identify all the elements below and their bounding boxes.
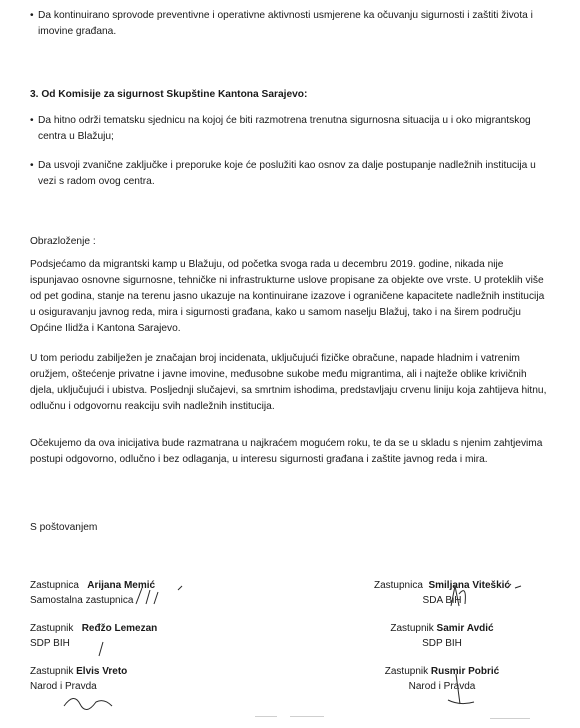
- rationale-paragraph: Očekujemo da ova inicijativa bude razmatrana u najkraćem mogućem roku, te da se u skladu s njenim zahtjevima postupi odgovorno, odlučno i bez odlaganja, u interesu sigurnosti građana i zaštite javnog reda i mira.: [30, 438, 543, 465]
- signatory-role: Zastupnik: [30, 666, 74, 677]
- signatory-name: Elvis Vreto: [76, 666, 128, 677]
- signatory-party: Narod i Pravda: [30, 681, 97, 692]
- scan-artifact: [255, 716, 277, 717]
- section-heading: 3. Od Komisije za sigurnost Skupštine Kantona Sarajevo:: [30, 89, 308, 100]
- handwritten-signature: [445, 580, 525, 610]
- bullet-text: Da usvoji zvanične zaključke i preporuke koje će poslužiti kao osnov za dalje postupanje nadležnih institucija u vezi s radom ovog centra.: [38, 160, 536, 187]
- rationale-paragraph: Podsjećamo da migrantski kamp u Blažuju, od početka svoga rada u decembru 2019. godine, nikada nije ispunjavao osnovne sigurnosne, tehničke ni infrastrukturne uslove propisane za objekte ove vrste. U proteklih više od pet godina, stanje na terenu jasno ukazuje na kontinuirane izazove i ograničene kapacitete nadležnih institucija u osiguravanju javnog reda, mira i sigurnosti građana, kako u samom naselju Blažuj, tako i na širem području Općine Ilidža i Kantona Sarajevo.: [30, 259, 545, 334]
- signatory-name: Ređžo Lemezan: [81, 623, 158, 634]
- rationale-paragraph: U tom periodu zabilježen je značajan broj incidenata, uključujući fizičke obračune, napade hladnim i vatrenim oružjem, oštećenje privatne i javne imovine, međusobne sukobe među migrantima, ali i najteže oblike krivičnih djela, uključujući i ubistva. Posljednji slučajevi, sa smrtnim ishodima, predstavljaju crvenu liniju koja zahtijeva hitnu, odlučnu i odgovornu reakciju svih nadležnih institucija.: [30, 353, 547, 412]
- handwritten-signature: [95, 640, 115, 658]
- signatory-name: Samir Avdić: [436, 623, 494, 634]
- signatory-party: Samostalna zastupnica: [30, 595, 134, 606]
- rationale-heading: Obrazloženje :: [30, 236, 96, 247]
- signatory-name: Smiljana Viteškić: [428, 580, 510, 591]
- signatory-party: SDA BiH: [422, 595, 462, 606]
- closing-salutation: S poštovanjem: [30, 522, 98, 533]
- bullet-item: [30, 8, 550, 40]
- signatory-role: Zastupnica: [30, 580, 79, 591]
- signature-block: [30, 621, 157, 651]
- signatory-party: Narod i Pravda: [408, 681, 476, 692]
- signatory-role: Zastupnik: [30, 623, 74, 634]
- bullet-item: [30, 113, 550, 145]
- handwritten-signature: [60, 688, 120, 712]
- signatory-role: Zastupnica: [373, 580, 423, 591]
- signatory-party: SDP BIH: [30, 638, 70, 649]
- signatory-role: Zastupnik: [384, 666, 429, 677]
- signatory-role: Zastupnik: [390, 623, 434, 634]
- handwritten-signature: [130, 582, 190, 610]
- scan-artifact: [290, 716, 324, 717]
- signatory-name: Arijana Memić: [87, 580, 156, 591]
- bullet-text: Da kontinuirano sprovode preventivne i operativne aktivnosti usmjerene ka očuvanju sigurnosti i zaštiti života i imovine građana.: [38, 10, 533, 37]
- bullet-item: [30, 158, 550, 190]
- bullet-text: Da hitno održi tematsku sjednicu na kojoj će biti razmotrena trenutna sigurnosna situacija u i oko migrantskog centra u Blažuju;: [38, 115, 531, 142]
- bullet-dot: •: [30, 160, 34, 171]
- bullet-dot: •: [30, 115, 34, 126]
- signatory-party: SDP BIH: [422, 638, 462, 649]
- bullet-dot: •: [30, 10, 34, 21]
- signature-block: [352, 621, 532, 651]
- scan-artifact: [490, 718, 530, 719]
- signatory-name: Rusmir Pobrić: [430, 666, 500, 677]
- handwritten-signature: [440, 670, 480, 710]
